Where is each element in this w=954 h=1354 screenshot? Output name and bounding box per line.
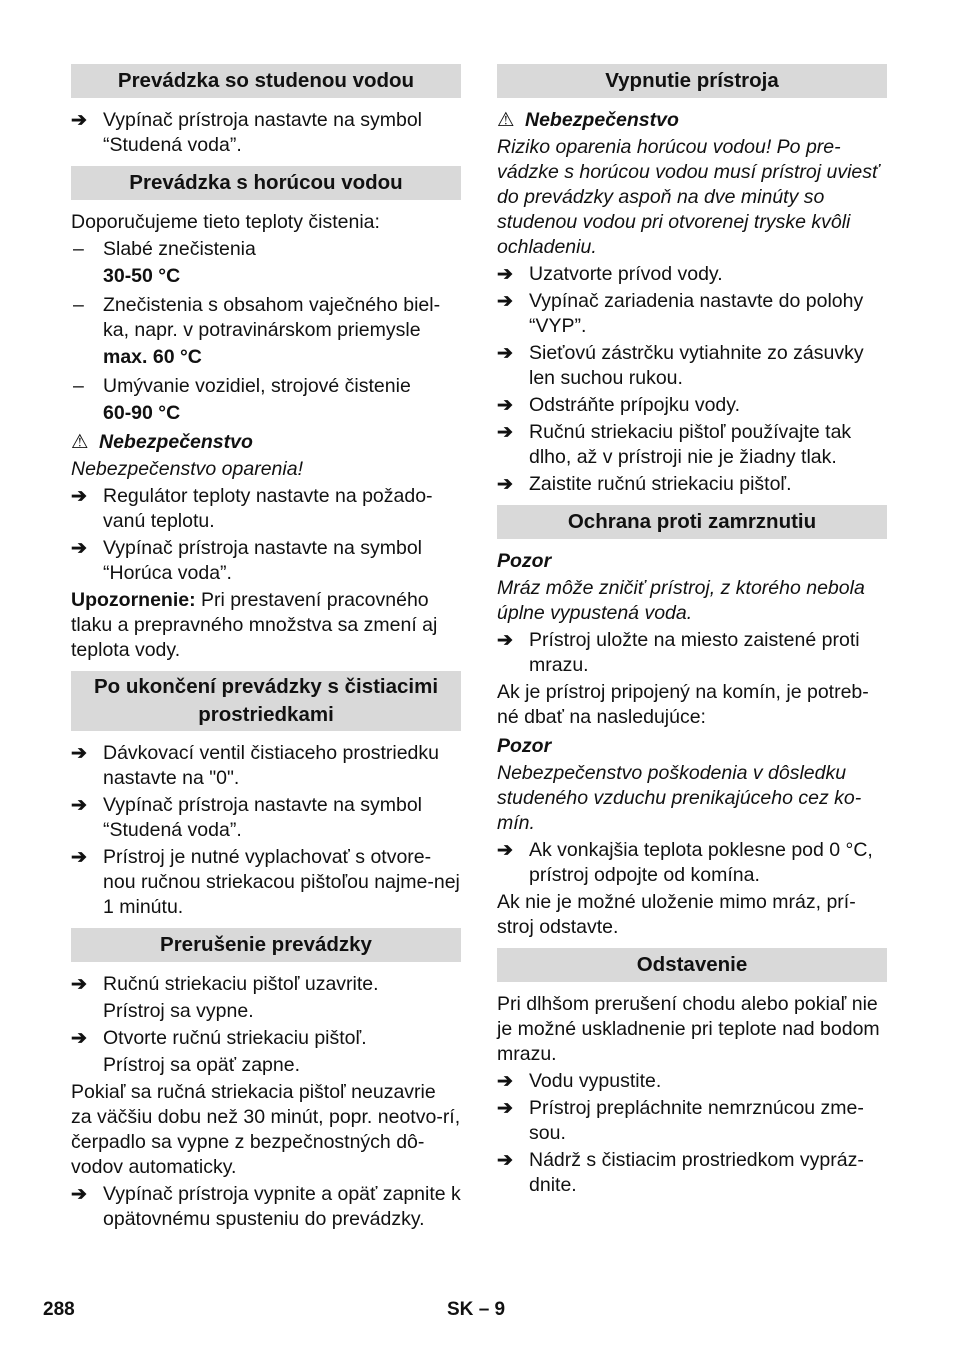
list-item bbox=[497, 628, 887, 678]
caution-text: Nebezpečenstvo poškodenia v dôsledku studeného vzduchu prenikajúceho cez ko-mín. bbox=[497, 762, 862, 834]
arrow-right-icon: ➔ bbox=[71, 538, 87, 559]
list-item bbox=[497, 838, 887, 888]
list-item bbox=[497, 420, 887, 470]
list-item bbox=[497, 289, 887, 339]
temperature-value: max. 60 °C bbox=[103, 346, 202, 368]
paragraph: Ak je prístroj pripojený na komín, je potreb-né dbať na nasledujúce: bbox=[497, 681, 869, 728]
item-text: Nádrž s čistiacim prostriedkom vypráz-dnite. bbox=[529, 1149, 864, 1196]
page-number: 288 bbox=[43, 1299, 75, 1320]
danger-text: Nebezpečenstvo oparenia! bbox=[71, 458, 303, 480]
list-item bbox=[497, 341, 887, 391]
right-column bbox=[497, 64, 887, 1200]
section-heading: Prevádzka s horúcou vodou bbox=[71, 166, 461, 200]
list-item bbox=[71, 741, 461, 791]
temperature-value: 60-90 °C bbox=[103, 402, 181, 424]
danger-label: ⚠ Nebezpečenstvo bbox=[71, 431, 253, 453]
list-item bbox=[71, 793, 461, 843]
item-text: Vypínač prístroja nastavte na symbol “Horúca voda”. bbox=[103, 537, 423, 584]
caution-label: Pozor bbox=[497, 550, 552, 572]
section-heading: Odstavenie bbox=[497, 948, 887, 982]
item-text: Uzatvorte prívod vody. bbox=[529, 263, 723, 285]
item-text: Slabé znečistenia bbox=[103, 238, 256, 260]
language-page-label: SK – 9 bbox=[447, 1299, 506, 1320]
result-text: Prístroj sa opäť zapne. bbox=[103, 1054, 300, 1076]
arrow-right-icon: ➔ bbox=[71, 1184, 87, 1205]
section-heading: Ochrana proti zamrznutiu bbox=[497, 505, 887, 539]
arrow-right-icon: ➔ bbox=[497, 840, 513, 861]
arrow-right-icon: ➔ bbox=[71, 743, 87, 764]
item-text: Vypínač zariadenia nastavte do polohy “VYP”. bbox=[529, 290, 864, 337]
arrow-right-icon: ➔ bbox=[497, 474, 513, 495]
item-text: Umývanie vozidiel, strojové čistenie bbox=[103, 375, 411, 397]
left-column bbox=[71, 64, 461, 1234]
arrow-right-icon: ➔ bbox=[71, 486, 87, 507]
list-item bbox=[71, 237, 461, 262]
item-text: Dávkovací ventil čistiaceho prostriedku nastavte na "0". bbox=[103, 742, 439, 789]
item-text: Ručnú striekaciu pištoľ uzavrite. bbox=[103, 973, 379, 995]
section-heading: Po ukončení prevádzky s čistiacimi prostriedkami bbox=[71, 671, 461, 731]
item-text: Prístroj prepláchnite nemrznúcou zme-sou. bbox=[529, 1097, 864, 1144]
arrow-right-icon: ➔ bbox=[497, 1098, 513, 1119]
arrow-right-icon: ➔ bbox=[497, 291, 513, 312]
list-item bbox=[71, 484, 461, 534]
result-text: Prístroj sa vypne. bbox=[103, 1000, 254, 1022]
list-item bbox=[497, 262, 887, 287]
list-item bbox=[497, 472, 887, 497]
dash-bullet: – bbox=[73, 238, 84, 260]
paragraph: Doporučujeme tieto teploty čistenia: bbox=[71, 211, 380, 233]
arrow-right-icon: ➔ bbox=[497, 1150, 513, 1171]
paragraph: Pri dlhšom prerušení chodu alebo pokiaľ nie je možné uskladnenie pri teplote nad bodom mrazu. bbox=[497, 993, 880, 1065]
list-item bbox=[71, 1026, 461, 1051]
dash-bullet: – bbox=[73, 375, 84, 397]
section-heading: Vypnutie prístroja bbox=[497, 64, 887, 98]
item-text: Ak vonkajšia teplota poklesne pod 0 °C, prístroj odpojte od komína. bbox=[529, 839, 873, 886]
danger-label: ⚠ Nebezpečenstvo bbox=[497, 109, 679, 131]
list-item bbox=[71, 293, 461, 343]
list-item bbox=[71, 972, 461, 997]
arrow-right-icon: ➔ bbox=[71, 974, 87, 995]
danger-text: Riziko oparenia horúcou vodou! Po pre-vádzke s horúcou vodou musí prístroj uviesť do prevádzky aspoň na dve minúty so studenou vodou pri otvorenej tryske kvôli ochladeniu. bbox=[497, 136, 879, 258]
list-item bbox=[71, 1182, 461, 1232]
section-heading: Prevádzka so studenou vodou bbox=[71, 64, 461, 98]
item-text: Vypínač prístroja nastavte na symbol “Studená voda”. bbox=[103, 794, 423, 841]
warning-triangle-icon: ⚠ bbox=[497, 109, 515, 131]
caution-label: Pozor bbox=[497, 735, 552, 757]
dash-bullet: – bbox=[73, 294, 84, 316]
arrow-right-icon: ➔ bbox=[71, 1028, 87, 1049]
arrow-right-icon: ➔ bbox=[497, 343, 513, 364]
arrow-right-icon: ➔ bbox=[497, 264, 513, 285]
item-text: Prístroj je nutné vyplachovať s otvore-nou ručnou striekacou pištoľou najme-nej 1 minútu. bbox=[103, 846, 460, 918]
item-text: Regulátor teploty nastavte na požado-vanú teplotu. bbox=[103, 485, 433, 532]
item-text: Odstráňte prípojku vody. bbox=[529, 394, 740, 416]
list-item bbox=[497, 1148, 887, 1198]
list-item bbox=[71, 845, 461, 920]
item-text: Zaistite ručnú striekaciu pištoľ. bbox=[529, 473, 792, 495]
arrow-right-icon: ➔ bbox=[71, 847, 87, 868]
note-paragraph: Upozornenie: Pri prestavení pracovného tlaku a prepravného množstva sa zmení aj teplota vody. bbox=[71, 589, 438, 661]
item-text: Otvorte ručnú striekaciu pištoľ. bbox=[103, 1027, 367, 1049]
arrow-right-icon: ➔ bbox=[497, 1071, 513, 1092]
item-text: Znečistenia s obsahom vaječného biel-ka, napr. v potravinárskom priemysle bbox=[103, 294, 441, 341]
list-item bbox=[497, 1096, 887, 1146]
caution-text: Mráz môže zničiť prístroj, z ktorého nebola úplne vypustená voda. bbox=[497, 577, 865, 624]
list-item bbox=[71, 108, 461, 158]
arrow-right-icon: ➔ bbox=[71, 795, 87, 816]
list-item bbox=[71, 536, 461, 586]
section-heading: Prerušenie prevádzky bbox=[71, 928, 461, 962]
paragraph: Pokiaľ sa ručná striekacia pištoľ neuzavrie za väčšiu dobu než 30 minút, popr. neotvo-rí, čerpadlo sa vypne z bezpečnostných dô-vodov automaticky. bbox=[71, 1081, 461, 1178]
item-text: Ručnú striekaciu pištoľ používajte tak dlho, až v prístroji nie je žiadny tlak. bbox=[529, 421, 852, 468]
arrow-right-icon: ➔ bbox=[497, 395, 513, 416]
list-item bbox=[497, 393, 887, 418]
arrow-right-icon: ➔ bbox=[497, 630, 513, 651]
item-text: Vypínač prístroja nastavte na symbol “Studená voda”. bbox=[103, 109, 423, 156]
arrow-right-icon: ➔ bbox=[71, 110, 87, 131]
warning-triangle-icon: ⚠ bbox=[71, 431, 89, 453]
item-text: Vypínač prístroja vypnite a opäť zapnite k opätovnému spusteniu do prevádzky. bbox=[103, 1183, 461, 1230]
paragraph: Ak nie je možné uloženie mimo mráz, prí-stroj odstavte. bbox=[497, 891, 856, 938]
list-item bbox=[497, 1069, 887, 1094]
item-text: Vodu vypustite. bbox=[529, 1070, 662, 1092]
item-text: Prístroj uložte na miesto zaistené proti mrazu. bbox=[529, 629, 860, 676]
item-text: Sieťovú zástrčku vytiahnite zo zásuvky len suchou rukou. bbox=[529, 342, 864, 389]
list-item bbox=[71, 374, 461, 399]
temperature-value: 30-50 °C bbox=[103, 265, 181, 287]
arrow-right-icon: ➔ bbox=[497, 422, 513, 443]
